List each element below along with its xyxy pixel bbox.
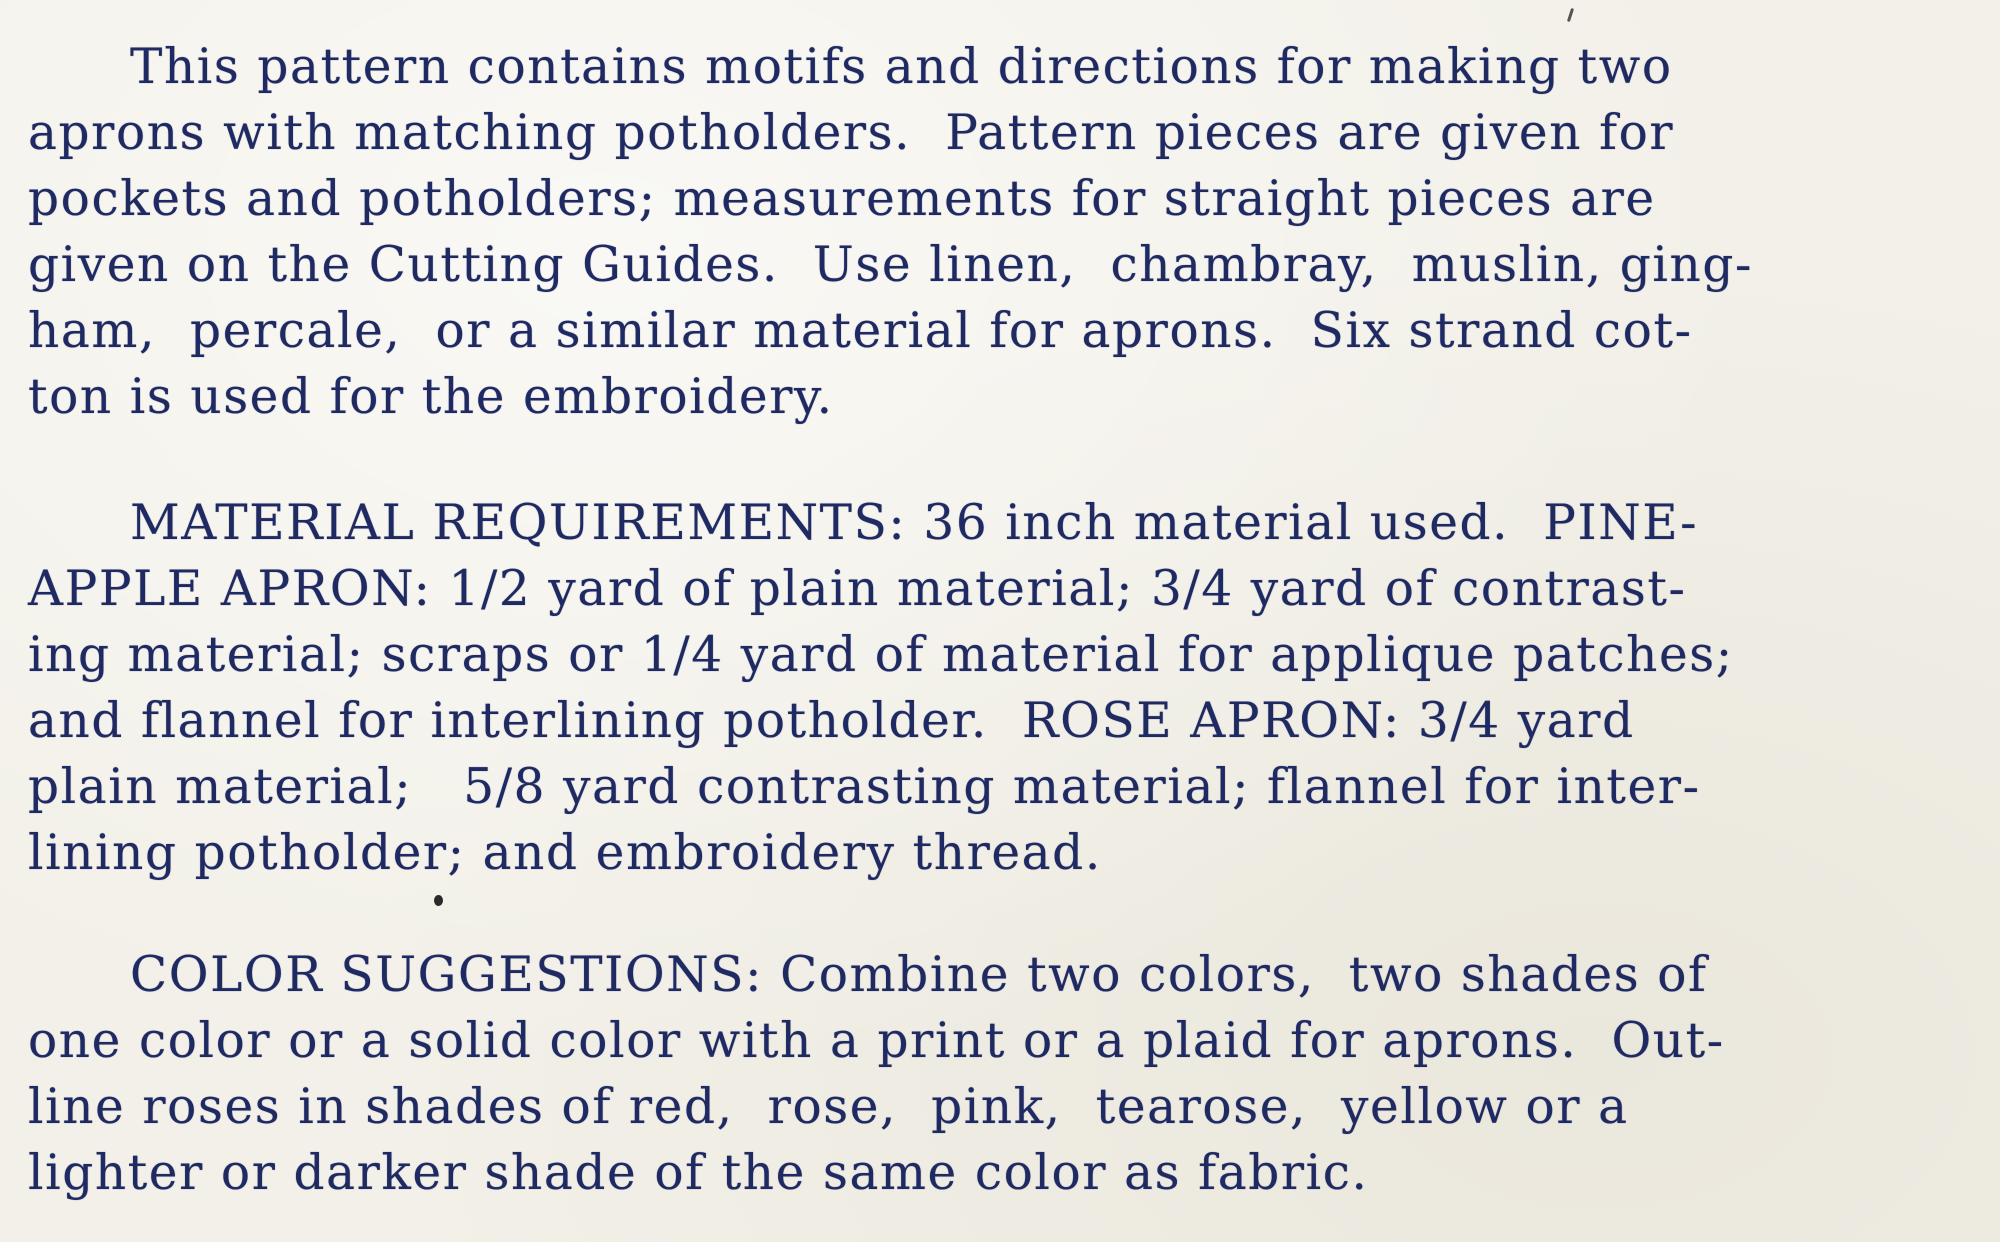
text-line: one color or a solid color with a print or a plaid for aprons. Out- [28,1013,1725,1069]
text-line: MATERIAL REQUIREMENTS: 36 inch material used. PINE- [130,495,1699,551]
text-line: plain material; 5/8 yard contrasting material; flannel for inter- [28,759,1701,815]
text-line: given on the Cutting Guides. Use linen, chambray, muslin, ging- [28,237,1753,293]
ink-speck [1567,8,1574,22]
intro-paragraph [28,34,1958,430]
material-requirements-paragraph [28,490,1958,886]
text-line: line roses in shades of red, rose, pink, tearose, yellow or a [28,1079,1629,1135]
text-line: lighter or darker shade of the same color as fabric. [28,1145,1369,1201]
text-line: ton is used for the embroidery. [28,369,834,425]
text-line: APPLE APRON: 1/2 yard of plain material; 3/4 yard of contrast- [28,561,1687,617]
text-line: lining potholder; and embroidery thread. [28,825,1102,881]
text-line: and flannel for interlining potholder. ROSE APRON: 3/4 yard [28,693,1635,749]
text-line: COLOR SUGGESTIONS: Combine two colors, two shades of [130,947,1708,1003]
color-suggestions-paragraph [28,942,1958,1206]
text-line: This pattern contains motifs and directions for making two [130,39,1673,95]
text-line: ham, percale, or a similar material for aprons. Six strand cot- [28,303,1693,359]
ink-speck [434,895,443,906]
text-line: pockets and potholders; measurements for straight pieces are [28,171,1656,227]
text-line: aprons with matching potholders. Pattern pieces are given for [28,105,1675,161]
text-line: ing material; scraps or 1/4 yard of material for applique patches; [28,627,1734,683]
